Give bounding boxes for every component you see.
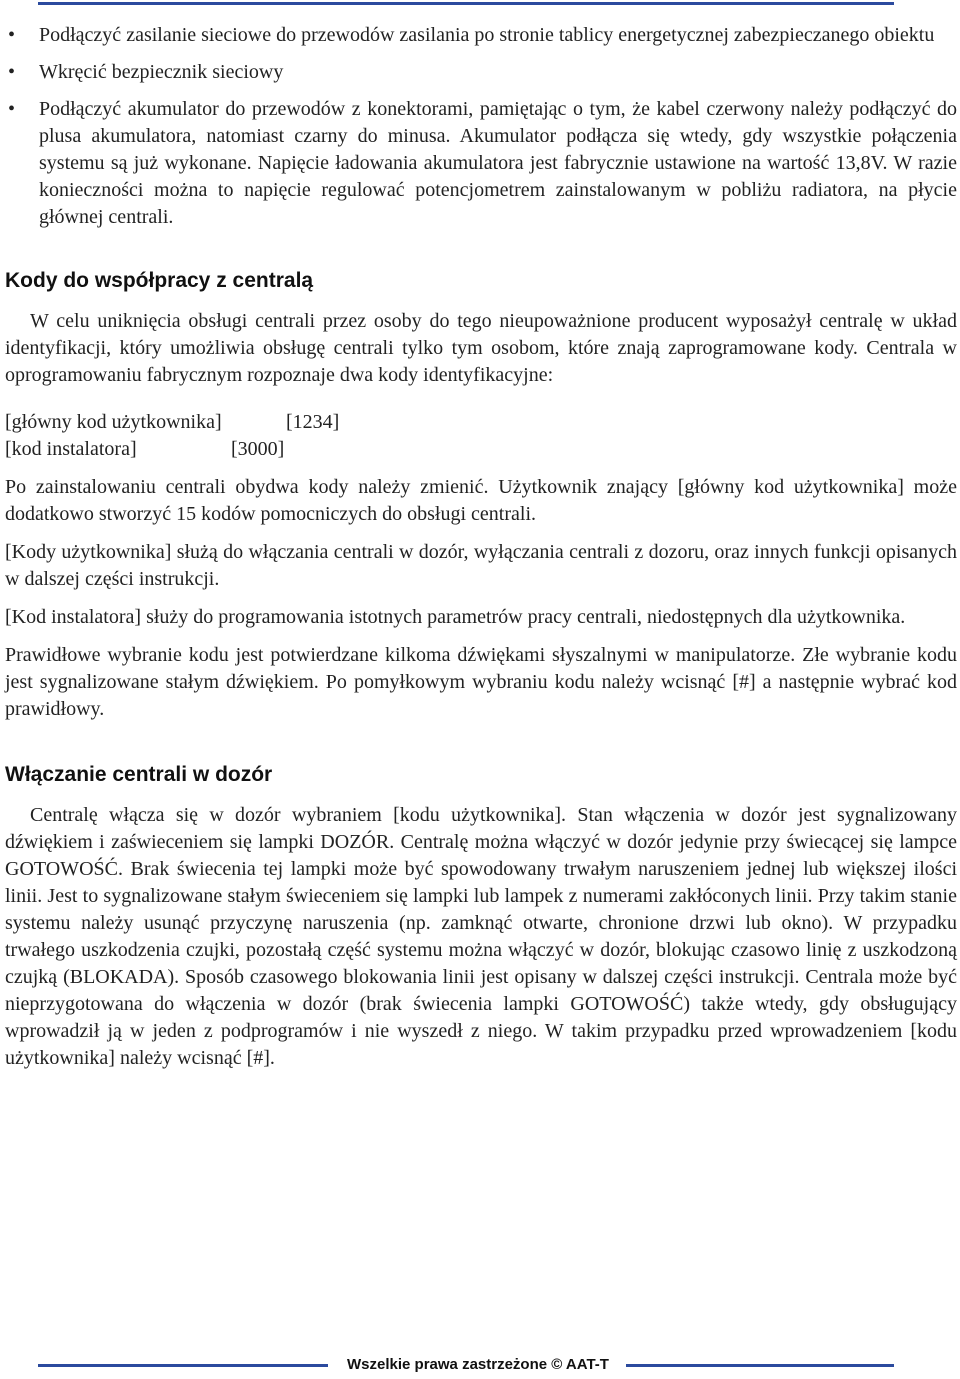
footer-rule-left	[38, 1364, 328, 1367]
page-footer	[0, 1356, 960, 1376]
footer-rule-right	[626, 1364, 894, 1367]
paragraph-user-codes: [Kody użytkownika] służą do włączania centrali w dozór, wyłączania centrali z dozoru, oraz innych funkcji opisanych w dalszej części instrukcji.	[5, 541, 957, 590]
paragraph-code-confirmation: Prawidłowe wybranie kodu jest potwierdzane kilkoma dźwiękami słyszalnymi w manipulatorze. Złe wybranie kodu jest sygnalizowane stałym dźwiękiem. Po pomyłkowym wybraniu kodu należy wcisnąć [#] a następnie wybrać kod prawidłowy.	[5, 644, 957, 720]
paragraph-change-codes: Po zainstalowaniu centrali obydwa kody należy zmienić. Użytkownik znający [główny kod użytkownika] może dodatkowo stworzyć 15 kodów pomocniczych do obsługi centrali.	[5, 476, 957, 525]
instruction-list	[5, 22, 957, 231]
code-value: [3000]	[231, 438, 285, 460]
arming-paragraph: Centralę włącza się w dozór wybraniem [kodu użytkownika]. Stan włączenia w dozór jest sygnalizowany dźwiękiem i zaświeceniem się lampki DOZÓR. Centralę można włączyć w dozór jedynie przy świecącej się lampce GOTOWOŚĆ. Brak świecenia tej lampki może być spowodowany trwałym naruszeniem jednej lub większej ilości linii. Jest to sygnalizowane stałym świeceniem się lampki lub lampek z numerami zakłóconych linii. Przy takim stanie systemu należy usunąć przyczynę naruszenia (np. zamknąć otwarte, chronione drzwi lub okno). W przypadku trwałego uszkodzenia czujki, pozostałą część systemu można włączyć w dozór, blokując czasowo linię z uszkodzoną czujką (BLOKADA). Sposób czasowego blokowania linii jest opisany w dalszej części instrukcji. Centrala może być nieprzygotowana do włączenia w dozór (brak świecenia lampki GOTOWOŚĆ) także wtedy, gdy obsługujący wprowadził ją w jeden z podprogramów i nie wyszedł z niego. W takim przypadku przed wprowadzeniem [kodu użytkownika] należy wcisnąć [#].	[5, 804, 957, 1069]
section-heading-codes: Kody do współpracy z centralą	[5, 269, 314, 292]
list-item: • Podłączyć akumulator do przewodów z konektorami, pamiętając o tym, że kabel czerwony należy podłączyć do plusa akumulatora, natomiast czarny do minusa. Akumulator podłącza się wtedy, gdy wszystkie połączenia systemu są już wykonane. Napięcie ładowania akumulatora jest fabrycznie ustawione na wartość 13,8V. W razie konieczności można to napięcie regulować potencjometrem zainstalowanym w pobliżu radiatora, na płycie głównej centrali.	[5, 96, 957, 231]
section-heading-arming: Włączanie centrali w dozór	[5, 763, 273, 786]
code-row-main-user	[5, 409, 957, 436]
list-item: • Podłączyć zasilanie sieciowe do przewodów zasilania po stronie tablicy energetycznej zabezpieczanego obiektu	[5, 22, 957, 49]
code-value: [1234]	[286, 411, 340, 433]
code-row-installer	[5, 436, 957, 463]
document-body	[5, 22, 957, 1072]
header-rule	[38, 2, 894, 5]
copyright-text: Wszelkie prawa zastrzeżone © AAT-T	[347, 1356, 609, 1373]
default-codes-list	[5, 409, 957, 463]
codes-intro-paragraph: W celu uniknięcia obsługi centrali przez osoby do tego nieupoważnione producent wyposażył centralę w układ identyfikacji, który umożliwia obsługę centrali tylko tym osobom, które znają zaprogramowane kody. Centrala w oprogramowaniu fabrycznym rozpoznaje dwa kody identyfikacyjne:	[5, 310, 957, 386]
list-item: • Wkręcić bezpiecznik sieciowy	[5, 59, 957, 86]
code-label: [główny kod użytkownika]	[5, 411, 222, 433]
code-label: [kod instalatora]	[5, 438, 137, 460]
paragraph-installer-code: [Kod instalatora] służy do programowania istotnych parametrów pracy centrali, niedostępnych dla użytkownika.	[5, 606, 906, 628]
